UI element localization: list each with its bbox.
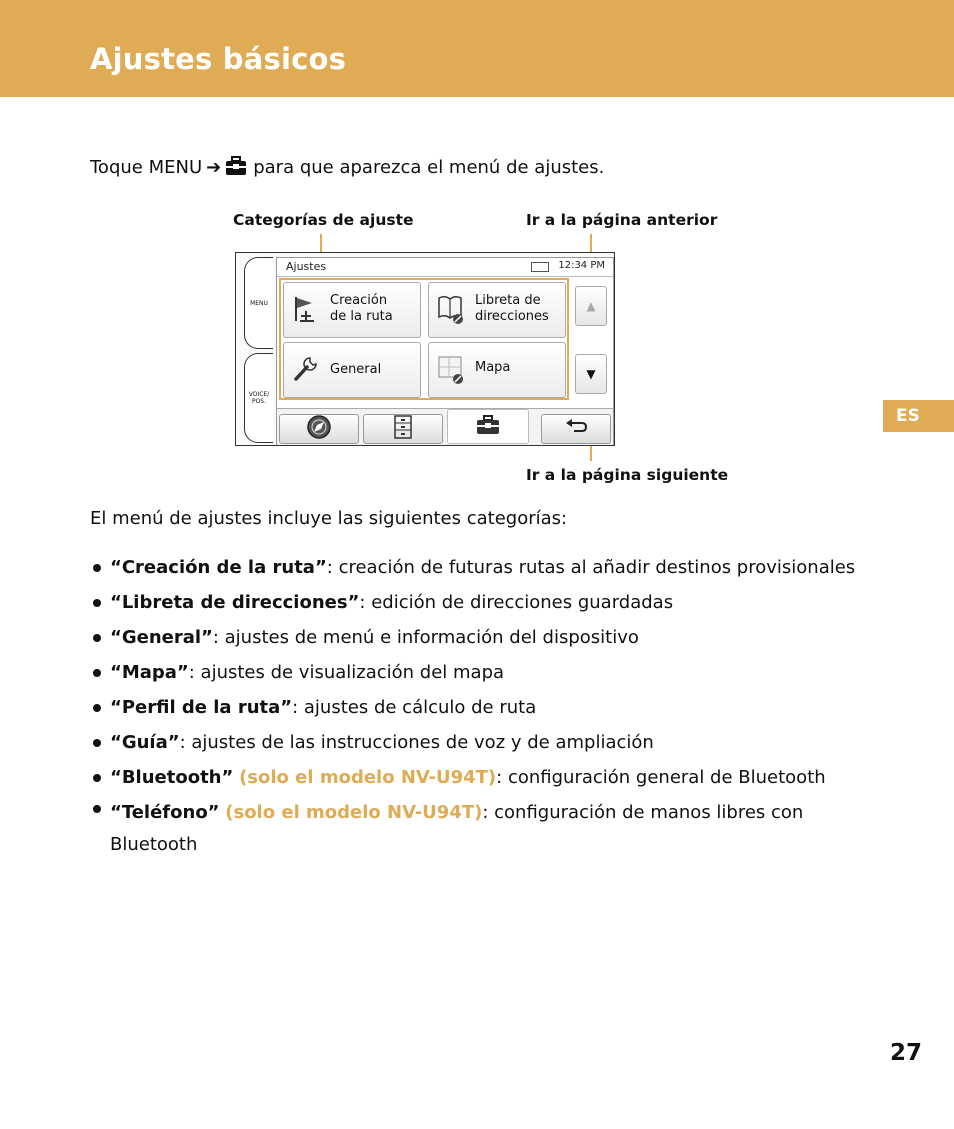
tile-label: General [330,362,382,377]
list-item: “Perfil de la ruta”: ajustes de cálculo de ruta [90,696,880,720]
intro-text-after: para que aparezca el menú de ajustes. [253,157,605,178]
list-item: “General”: ajustes de menú e información del dispositivo [90,626,880,650]
categories-list [90,556,880,872]
page-header [0,0,954,97]
status-bar [277,258,613,277]
menu-hard-button[interactable] [244,257,273,349]
voice-pos-button-label: VOICE/ POS. [248,391,270,405]
back-icon [564,417,588,441]
tile-address-book[interactable] [428,282,566,338]
tile-label: Mapa [475,360,511,375]
arrow-right-icon: ➔ [206,157,222,178]
intro-paragraph [90,156,604,181]
menu-button-label: MENU [250,299,268,307]
compass-button[interactable] [279,414,359,444]
next-page-button[interactable]: ▼ [575,354,607,394]
battery-icon [531,262,549,272]
toolbox-icon [225,156,247,181]
tile-label: Creación de la ruta [330,293,393,324]
clock: 12:34 PM [558,260,605,271]
back-button[interactable] [541,414,611,444]
toolbox-icon [476,415,500,439]
flag-plus-icon [292,295,318,328]
list-item: “Mapa”: ajustes de visualización del mapa [90,661,880,685]
list-item: “Guía”: ajustes de las instrucciones de voz y de ampliación [90,731,880,755]
page-title: Ajustes básicos [90,42,347,76]
wrench-icon [292,355,320,388]
tile-label: Libreta de direcciones [475,293,549,324]
list-item: “Teléfono” (solo el modelo NV-U94T): configuración de manos libres con Bluetooth [90,797,880,861]
screen-title: Ajustes [286,260,327,273]
settings-tab-button[interactable] [447,409,529,444]
callout-categories: Categorías de ajuste [233,211,414,229]
device-screenshot [235,252,615,446]
tile-general[interactable] [283,342,421,398]
cabinet-icon [392,414,414,444]
tile-map[interactable] [428,342,566,398]
callout-next-page: Ir a la página siguiente [526,466,729,484]
language-tab: ES [883,400,954,432]
tile-route-creation[interactable] [283,282,421,338]
categories-intro: El menú de ajustes incluye las siguientes categorías: [90,508,568,529]
list-item: “Creación de la ruta”: creación de futuras rutas al añadir destinos provisionales [90,556,880,580]
intro-text-before: Toque MENU [90,157,203,178]
list-item: “Libreta de direcciones”: edición de direcciones guardadas [90,591,880,615]
voice-pos-hard-button[interactable] [244,353,273,443]
page-number: 27 [890,1040,923,1066]
list-item: “Bluetooth” (solo el modelo NV-U94T): configuración general de Bluetooth [90,766,880,790]
bottom-toolbar [277,408,613,445]
callout-prev-page: Ir a la página anterior [526,211,718,229]
device-screen [276,257,614,445]
cabinet-button[interactable] [363,414,443,444]
compass-icon [306,414,332,444]
prev-page-button[interactable]: ▲ [575,286,607,326]
map-icon [437,355,465,390]
address-book-icon [437,295,465,330]
